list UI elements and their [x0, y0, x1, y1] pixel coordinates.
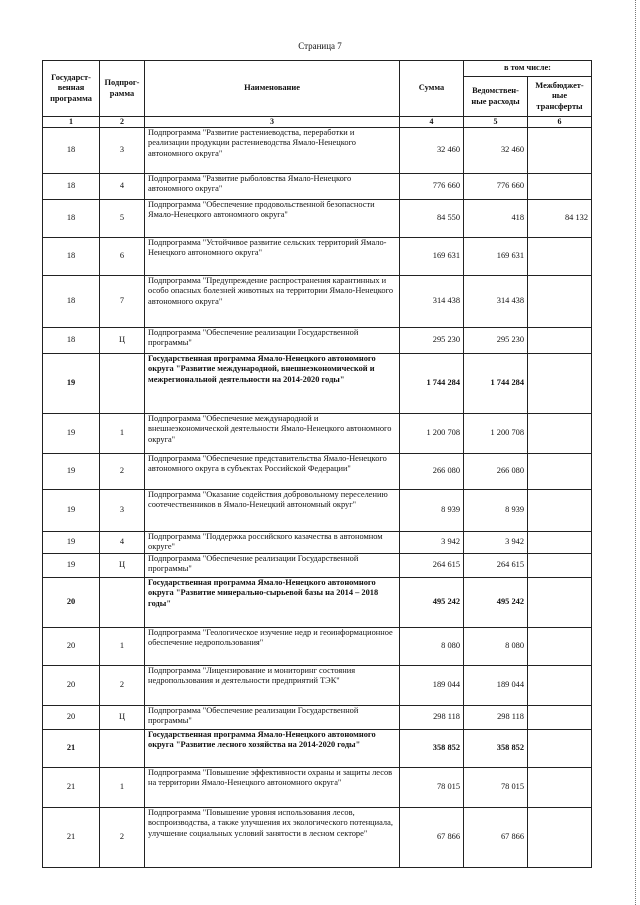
departmental-cell: 266 080 — [464, 454, 528, 490]
subprogram-cell: 7 — [100, 276, 145, 328]
departmental-cell: 78 015 — [464, 768, 528, 808]
subprogram-cell: Ц — [100, 706, 145, 730]
table-row — [43, 808, 592, 868]
program-cell: 18 — [43, 238, 100, 276]
name-cell: Подпрограмма "Геологическое изучение недр и геоинформационное обеспечение недропользования" — [145, 628, 400, 666]
transfer-cell — [528, 354, 592, 414]
table-header — [43, 61, 592, 128]
name-cell: Подпрограмма "Повышение уровня использования лесов, воспроизводства, а также улучшения их экологического потенциала, улучшение социальных условий занятости в лесном секторе" — [145, 808, 400, 868]
table-row — [43, 328, 592, 354]
subprogram-cell: 4 — [100, 532, 145, 554]
table-row — [43, 200, 592, 238]
transfer-cell — [528, 238, 592, 276]
header-including: в том числе: — [464, 61, 592, 77]
sum-cell: 1 200 708 — [400, 414, 464, 454]
transfer-cell — [528, 666, 592, 706]
program-cell: 18 — [43, 128, 100, 174]
departmental-cell: 169 631 — [464, 238, 528, 276]
subprogram-cell: 4 — [100, 174, 145, 200]
transfer-cell — [528, 128, 592, 174]
table-row — [43, 276, 592, 328]
table-row — [43, 490, 592, 532]
sum-cell: 1 744 284 — [400, 354, 464, 414]
table-row — [43, 128, 592, 174]
name-cell: Государственная программа Ямало-Ненецкого автономного округа "Развитие лесного хозяйства на 2014-2020 годы" — [145, 730, 400, 768]
transfer-cell — [528, 730, 592, 768]
sum-cell: 264 615 — [400, 554, 464, 578]
column-number: 6 — [528, 117, 592, 128]
name-cell: Государственная программа Ямало-Ненецкого автономного округа "Развитие минерально-сырьевой базы на 2014 – 2018 годы" — [145, 578, 400, 628]
page-edge-line — [633, 0, 636, 905]
transfer-cell — [528, 276, 592, 328]
sum-cell: 189 044 — [400, 666, 464, 706]
departmental-cell: 8 080 — [464, 628, 528, 666]
program-cell: 18 — [43, 200, 100, 238]
table-row — [43, 454, 592, 490]
header-name: Наименование — [145, 61, 400, 117]
transfer-cell — [528, 808, 592, 868]
table-row — [43, 666, 592, 706]
subprogram-cell — [100, 578, 145, 628]
table-row — [43, 706, 592, 730]
sum-cell: 266 080 — [400, 454, 464, 490]
program-cell: 19 — [43, 454, 100, 490]
sum-cell: 32 460 — [400, 128, 464, 174]
departmental-cell: 495 242 — [464, 578, 528, 628]
sum-cell: 67 866 — [400, 808, 464, 868]
departmental-cell: 295 230 — [464, 328, 528, 354]
table-row — [43, 554, 592, 578]
table-row — [43, 532, 592, 554]
name-cell: Подпрограмма "Обеспечение реализации Государственной программы" — [145, 328, 400, 354]
sum-cell: 78 015 — [400, 768, 464, 808]
transfer-cell: 84 132 — [528, 200, 592, 238]
column-number: 3 — [145, 117, 400, 128]
program-cell: 20 — [43, 706, 100, 730]
sum-cell: 169 631 — [400, 238, 464, 276]
program-cell: 18 — [43, 276, 100, 328]
subprogram-cell: 2 — [100, 454, 145, 490]
name-cell: Подпрограмма "Повышение эффективности охраны и защиты лесов на территории Ямало-Ненецкого автономного округа" — [145, 768, 400, 808]
sum-cell: 495 242 — [400, 578, 464, 628]
table-row — [43, 628, 592, 666]
subprogram-cell: Ц — [100, 554, 145, 578]
subprogram-cell — [100, 730, 145, 768]
name-cell: Подпрограмма "Обеспечение реализации Государственной программы" — [145, 706, 400, 730]
subprogram-cell: 5 — [100, 200, 145, 238]
name-cell: Подпрограмма "Обеспечение продовольственной безопасности Ямало-Ненецкого автономного округа" — [145, 200, 400, 238]
subprogram-cell: 3 — [100, 128, 145, 174]
table-row — [43, 414, 592, 454]
header-departmental: Ведомствен-ные расходы — [464, 77, 528, 117]
name-cell: Подпрограмма "Предупреждение распространения карантинных и особо опасных болезней животных на территории Ямало-Ненецкого автономного округа" — [145, 276, 400, 328]
departmental-cell: 189 044 — [464, 666, 528, 706]
subprogram-cell: 2 — [100, 666, 145, 706]
departmental-cell: 1 744 284 — [464, 354, 528, 414]
column-number: 1 — [43, 117, 100, 128]
budget-table — [42, 60, 592, 868]
name-cell: Подпрограмма "Обеспечение международной и внешнеэкономической деятельности Ямало-Ненецкого автономного округа" — [145, 414, 400, 454]
transfer-cell — [528, 628, 592, 666]
subprogram-cell — [100, 354, 145, 414]
program-cell: 20 — [43, 628, 100, 666]
name-cell: Подпрограмма "Оказание содействия добровольному переселению соотечественников в Ямало-Ненецкий автономный округ" — [145, 490, 400, 532]
subprogram-cell: 1 — [100, 768, 145, 808]
subprogram-cell: 2 — [100, 808, 145, 868]
table-row — [43, 354, 592, 414]
departmental-cell: 32 460 — [464, 128, 528, 174]
program-cell: 21 — [43, 808, 100, 868]
departmental-cell: 67 866 — [464, 808, 528, 868]
sum-cell: 8 080 — [400, 628, 464, 666]
program-cell: 18 — [43, 328, 100, 354]
departmental-cell: 264 615 — [464, 554, 528, 578]
column-number: 4 — [400, 117, 464, 128]
transfer-cell — [528, 454, 592, 490]
header-subprogram: Подпрог-рамма — [100, 61, 145, 117]
subprogram-cell: 1 — [100, 414, 145, 454]
transfer-cell — [528, 532, 592, 554]
column-number-row — [43, 117, 592, 128]
table-row — [43, 174, 592, 200]
program-cell: 19 — [43, 414, 100, 454]
departmental-cell: 1 200 708 — [464, 414, 528, 454]
program-cell: 18 — [43, 174, 100, 200]
sum-cell: 84 550 — [400, 200, 464, 238]
transfer-cell — [528, 554, 592, 578]
table-body — [43, 128, 592, 868]
name-cell: Государственная программа Ямало-Ненецкого автономного округа "Развитие международной, внешнеэкономической и межрегиональной деятельности на 2014-2020 годы" — [145, 354, 400, 414]
sum-cell: 314 438 — [400, 276, 464, 328]
program-cell: 21 — [43, 730, 100, 768]
transfer-cell — [528, 328, 592, 354]
departmental-cell: 8 939 — [464, 490, 528, 532]
program-cell: 20 — [43, 666, 100, 706]
departmental-cell: 418 — [464, 200, 528, 238]
name-cell: Подпрограмма "Лицензирование и мониторинг состояния недропользования и деятельности предприятий ТЭК" — [145, 666, 400, 706]
name-cell: Подпрограмма "Обеспечение реализации Государственной программы" — [145, 554, 400, 578]
table-row — [43, 578, 592, 628]
name-cell: Подпрограмма "Устойчивое развитие сельских территорий Ямало-Ненецкого автономного округа" — [145, 238, 400, 276]
subprogram-cell: 1 — [100, 628, 145, 666]
departmental-cell: 358 852 — [464, 730, 528, 768]
header-transfers: Межбюджет-ные трансферты — [528, 77, 592, 117]
table-row — [43, 238, 592, 276]
name-cell: Подпрограмма "Развитие рыболовства Ямало-Ненецкого автономного округа" — [145, 174, 400, 200]
column-number: 5 — [464, 117, 528, 128]
sum-cell: 298 118 — [400, 706, 464, 730]
transfer-cell — [528, 768, 592, 808]
program-cell: 20 — [43, 578, 100, 628]
sum-cell: 8 939 — [400, 490, 464, 532]
sum-cell: 776 660 — [400, 174, 464, 200]
header-program: Государст-венная программа — [43, 61, 100, 117]
sum-cell: 3 942 — [400, 532, 464, 554]
name-cell: Подпрограмма "Развитие растениеводства, переработки и реализации продукции растениеводства Ямало-Ненецкого автономного округа" — [145, 128, 400, 174]
subprogram-cell: 6 — [100, 238, 145, 276]
transfer-cell — [528, 174, 592, 200]
subprogram-cell: 3 — [100, 490, 145, 532]
transfer-cell — [528, 414, 592, 454]
departmental-cell: 776 660 — [464, 174, 528, 200]
departmental-cell: 3 942 — [464, 532, 528, 554]
transfer-cell — [528, 706, 592, 730]
name-cell: Подпрограмма "Поддержка российского казачества в автономном округе" — [145, 532, 400, 554]
sum-cell: 358 852 — [400, 730, 464, 768]
column-number: 2 — [100, 117, 145, 128]
departmental-cell: 298 118 — [464, 706, 528, 730]
page-number: Страница 7 — [298, 41, 342, 51]
transfer-cell — [528, 578, 592, 628]
transfer-cell — [528, 490, 592, 532]
program-cell: 19 — [43, 554, 100, 578]
program-cell: 19 — [43, 532, 100, 554]
header-sum: Сумма — [400, 61, 464, 117]
name-cell: Подпрограмма "Обеспечение представительства Ямало-Ненецкого автономного округа в субъектах Российской Федерации" — [145, 454, 400, 490]
table-row — [43, 768, 592, 808]
program-cell: 19 — [43, 354, 100, 414]
departmental-cell: 314 438 — [464, 276, 528, 328]
program-cell: 19 — [43, 490, 100, 532]
sum-cell: 295 230 — [400, 328, 464, 354]
program-cell: 21 — [43, 768, 100, 808]
subprogram-cell: Ц — [100, 328, 145, 354]
table-row — [43, 730, 592, 768]
